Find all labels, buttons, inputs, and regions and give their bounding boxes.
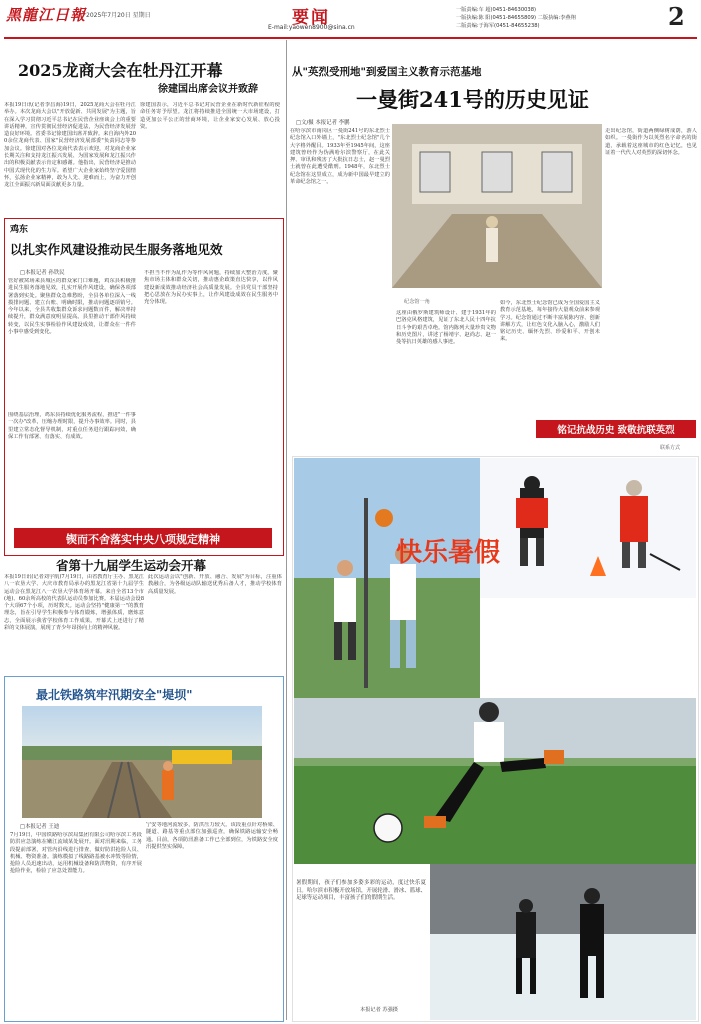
soccer-scene-icon bbox=[294, 698, 696, 864]
article3-title: 省第十九届学生运动会开幕 bbox=[56, 558, 207, 573]
article5-byline: □文/摄 本报记者 李鹏 bbox=[296, 120, 350, 126]
article5-body: 在哈尔滨市南岗区一曼街241号的东北烈士纪念馆入口外墙上，"东北烈士纪念馆"几个大字格外醒目。1933年至1945年间，这座建筑曾经作为伪满哈尔滨警察厅，在此关押、审讯和残害了大批抗日志士，赵一曼烈士就曾在此遭受酷刑。1948年，东北烈士纪念馆在这里成立，成为新中国最早建立的革命纪念馆之一。 bbox=[290, 128, 390, 186]
banner2-subtitle: 联系方式 bbox=[660, 445, 681, 451]
museum-corridor-icon bbox=[392, 124, 602, 288]
page-number: 2 bbox=[668, 2, 685, 31]
article1-subtitle: 徐建国出席会议并致辞 bbox=[158, 84, 258, 95]
article4-body-2: 宁安等地河流较多，防洪压力较大。该段重点针对桥梁、隧道、路基等重点部位加强巡查，确保铁路运输安全畅通。目前，各项防汛准备工作已全部到位，为铁路安全度汛提供坚实保障。 bbox=[146, 822, 278, 850]
article2-banner-text: 锲而不舍落实中央八项规定精神 bbox=[66, 533, 220, 546]
museum-photo bbox=[392, 124, 602, 288]
article4-byline: □本报记者 王迪 bbox=[20, 824, 60, 830]
masthead: 黑龍江日報 bbox=[6, 6, 87, 24]
editor-line: 二版责编:于海军(0451-84655238) bbox=[456, 23, 540, 29]
article2-body-3: 不担当不作为乱作为等作风问题，持续加大整治力度。聚焦市场主体和群众关切，推动惠企政策直达快享，以作风建设新成效推动经济社会高质量发展。全县党员干部坚持把心思放在为民办实事上，让作风建设成效在民生服务中充分体现。 bbox=[144, 270, 278, 306]
article1-title: 2025龙商大会在牡丹江开幕 bbox=[18, 61, 223, 80]
feature-title-text: 快乐暑假 bbox=[396, 538, 501, 568]
article3-body-2: 此次运动会以"创新、开放、融合、发展"为目标，注重体教融合，为各级运动队输送优秀后备人才，推动学校体育高质量发展。 bbox=[148, 574, 282, 595]
article5-body-2: 这座由俄罗斯建筑师设计、建于1931年的巴洛克风格建筑，见证了东北人民十四年抗日斗争的艰苦卓绝。馆内陈列大量珍贵文物和历史图片，讲述了杨靖宇、赵尚志、赵一曼等抗日英雄的感人事迹。 bbox=[396, 310, 496, 346]
photo-feature-title bbox=[396, 536, 506, 626]
article3-body: 本报19日讯(记者刘宇航)7月19日，由省教育厅主办、黑龙江八一农垦大学、大庆市教育局承办的黑龙江省第十九届学生运动会在黑龙江八一农垦大学体育场开幕。来自全省13个市(地)、60余所高校的代表队运动员参加比赛。本届运动会设8个大项67个小项，历时数天。运动会坚持"健康第一"的教育理念，旨在引导学生积极参与体育锻炼，增强体质，磨炼意志，全面展示我省学校体育工作成果。开幕式上还进行了精彩的文体展演，展现了青少年昂扬向上的精神风貌。 bbox=[4, 574, 144, 632]
hockey-photo bbox=[480, 458, 696, 598]
article5-kicker: 从"英烈受刑地"到爱国主义教育示范基地 bbox=[292, 66, 482, 78]
article1-body: 本报19日讯(记者李昌海)19日，2025龙商大会在牡丹江举办。本次龙商大会以"开放促新、共同发展"为主题，旨在深入学习贯彻习近平总书记在民营企业座谈会上的重要讲话精神，宣传贯彻民营经济促进法，为民营经济发展营造良好环境。省委书记徐建国出席并致辞。来自海内外200余位龙商代表、国家"民营经济发展部委"负责同志等参加会议。徐建国对各位龙商代表表示欢迎，对龙商企业家长期关注和支持龙江振兴发展、为国家发展和龙江振兴作出的积极贡献表示肯定和感谢。他指出，民营经济是推动中国式现代化的生力军。希望广大企业家始终坚守爱国情怀，弘扬企业家精神，敢为人先、迎难而上，为奋力开创龙江全面振兴新局面贡献更多力量。 bbox=[4, 102, 136, 189]
column-divider bbox=[286, 40, 287, 1020]
section-title: 要闻 bbox=[292, 8, 330, 28]
editor-line: 一版责编:车 超(0451-84630038) bbox=[456, 7, 537, 13]
article2-title: 以扎实作风建设推动民生服务落地见效 bbox=[10, 242, 223, 257]
hockey-scene-icon bbox=[480, 458, 696, 598]
section-email[interactable]: E-mail:yaowen8900@sina.cn bbox=[268, 24, 355, 31]
article5-body-4: 走出纪念馆，街道两侧绿树成荫，游人如织。一曼街作为以英烈名字命名的街道，承载着这座城市的红色记忆，也见证着一代代人对英烈的深切怀念。 bbox=[605, 128, 697, 156]
header-rule bbox=[4, 37, 697, 39]
skating-scene-icon bbox=[430, 864, 696, 1020]
railway-photo bbox=[22, 706, 262, 818]
museum-photo-caption: 纪念馆一角 bbox=[404, 299, 430, 305]
skating-photo bbox=[430, 864, 696, 1020]
article4-title: 最北铁路筑牢汛期安全"堤坝" bbox=[36, 688, 193, 702]
article4-body: 7月19日，中国铁路哈尔滨局集团有限公司哈尔滨工务段防洪应急演练在嫩江流域某处展开。面对汛期来临，工务段提前部署，对管内沿线进行排查，做好防洪抢险人员、机械、物资准备。演练模拟了线路路基被水冲毁等险情，抢险人员迅速出动，运用机械设备和防洪物资，有序开展抢险作业，检验了应急处置能力。 bbox=[10, 832, 142, 875]
photo-feature-credit: 本报记者 苏强摄 bbox=[360, 1007, 398, 1013]
article5-title: 一曼街241号的历史见证 bbox=[356, 87, 589, 112]
editor-line: 一版执编:陈 阳(0451-84655809) 二版执编:李燕翔 bbox=[456, 15, 576, 21]
article2-byline: □本报记者 孙铁民 bbox=[20, 270, 65, 276]
article1-body-2: 徐建国表示，习近平总书记对民营企业在新时代新征程的使命任务寄予厚望。龙江将持续推进全国统一大市场建设，打造更加公平公正的营商环境，让企业家安心发展、放心投资。 bbox=[140, 102, 280, 130]
photo-feature-caption: 暑假期间，孩子们参加多姿多彩的运动，度过快乐夏日。哈尔滨市积极开放场馆，开展轮滑、滑冰、篮球、足球等运动项目，丰富孩子们的假期生活。 bbox=[296, 880, 426, 902]
soccer-photo bbox=[294, 698, 696, 864]
editor-list bbox=[456, 6, 656, 30]
article2-body: 管好被窝场来县城区的群众家门口难题，鸡东县积极推进民生服务落地见效，扎实开展作风建设，确保各项部署落到实处。聚焦群众急难愁盼，全县各单位深入一线摸排问题、建立台账、明确时限，推动问题逐项销号。今年以来，全县共收集群众诉求问题数百件，解决率持续提升，群众满意度明显提高。县里推动干部作风持续转变，以民生实事检验作风建设成效，让群众在一件件小事中感受到变化。 bbox=[8, 278, 136, 336]
railway-scene-icon bbox=[22, 706, 262, 818]
banner2-text: 铭记抗战历史 致敬抗联英烈 bbox=[557, 425, 675, 436]
article2-tag: 鸡东 bbox=[10, 225, 29, 235]
article5-body-3: 如今，东北烈士纪念馆已成为全国爱国主义教育示范基地，每年接待大量观众前来参观学习。纪念馆通过不断丰富展陈内容、创新讲解方式，让红色文化入脑入心，激励人们铭记历史、缅怀先烈、珍爱和平、开创未来。 bbox=[500, 300, 600, 343]
issue-date: 2025年7月20日 星期日 bbox=[86, 12, 151, 19]
article2-body-2: 围绕基层治理，鸡东县持续优化服务流程，推进"一件事一次办"改革，压缩办理时限，提升办事效率。同时，县里建立常态化督导机制，对重点任务进行跟踪问效，确保工作有部署、有落实、有成效。 bbox=[8, 412, 136, 440]
